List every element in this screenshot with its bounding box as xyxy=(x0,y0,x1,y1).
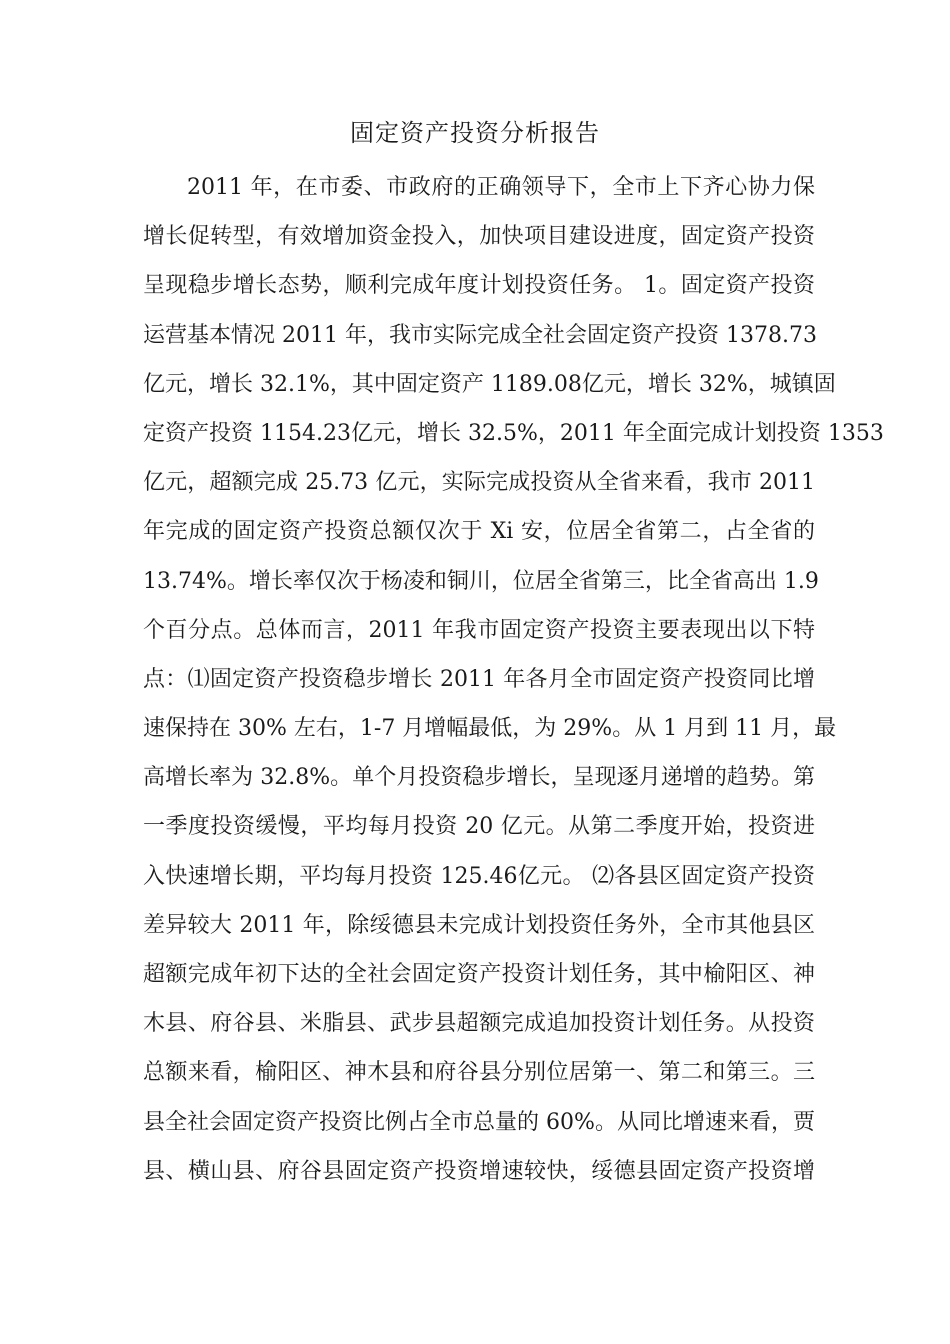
body-line: 个百分点。总体而言，2011 年我市固定资产投资主要表现出以下特 xyxy=(143,617,815,643)
body-line: 呈现稳步增长态势，顺利完成年度计划投资任务。 1。固定资产投资 xyxy=(143,273,815,299)
document-body xyxy=(143,163,884,1196)
body-line: 运营基本情况 2011 年，我市实际完成全社会固定资产投资 1378.73 xyxy=(143,322,817,348)
body-line: 一季度投资缓慢，平均每月投资 20 亿元。从第二季度开始，投资进 xyxy=(143,814,815,840)
body-line: 县、横山县、府谷县固定资产投资增速较快，绥德县固定资产投资增 xyxy=(143,1158,815,1184)
body-line: 定资产投资 1154.23亿元，增长 32.5%，2011 年全面完成计划投资 1353 xyxy=(143,420,884,446)
document-title: 固定资产投资分析报告 xyxy=(350,119,600,147)
body-line: 超额完成年初下达的全社会固定资产投资计划任务，其中榆阳区、神 xyxy=(143,962,815,987)
body-line: 增长促转型，有效增加资金投入，加快项目建设进度，固定资产投资 xyxy=(143,224,815,250)
body-line: 13.74%。增长率仅次于杨凌和铜川，位居全省第三，比全省高出 1.9 xyxy=(143,568,819,594)
body-line: 亿元，超额完成 25.73 亿元，实际完成投资从全省来看，我市 2011 xyxy=(143,470,815,496)
body-line: 2011 年，在市委、市政府的正确领导下，全市上下齐心协力保 xyxy=(187,175,815,200)
body-line: 高增长率为 32.8%。单个月投资稳步增长，呈现逐月递增的趋势。第 xyxy=(143,765,815,791)
body-line: 入快速增长期，平均每月投资 125.46亿元。 ⑵各县区固定资产投资 xyxy=(143,863,815,889)
body-line: 总额来看，榆阳区、神木县和府谷县分别位居第一、第二和第三。三 xyxy=(143,1060,815,1086)
body-line: 差异较大 2011 年，除绥德县未完成计划投资任务外，全市其他县区 xyxy=(143,912,815,938)
body-line: 年完成的固定资产投资总额仅次于 Xi 安，位居全省第二，占全省的 xyxy=(143,519,815,545)
body-line: 木县、府谷县、米脂县、武步县超额完成追加投资计划任务。从投资 xyxy=(143,1011,815,1037)
body-line: 速保持在 30% 左右，1-7 月增幅最低，为 29%。从 1 月到 11 月，最 xyxy=(143,716,837,742)
body-line: 亿元，增长 32.1%，其中固定资产 1189.08亿元，增长 32%，城镇固 xyxy=(143,371,836,397)
body-line: 点：⑴固定资产投资稳步增长 2011 年各月全市固定资产投资同比增 xyxy=(143,666,815,692)
body-line: 县全社会固定资产投资比例占全市总量的 60%。从同比增速来看，贾 xyxy=(143,1109,815,1135)
